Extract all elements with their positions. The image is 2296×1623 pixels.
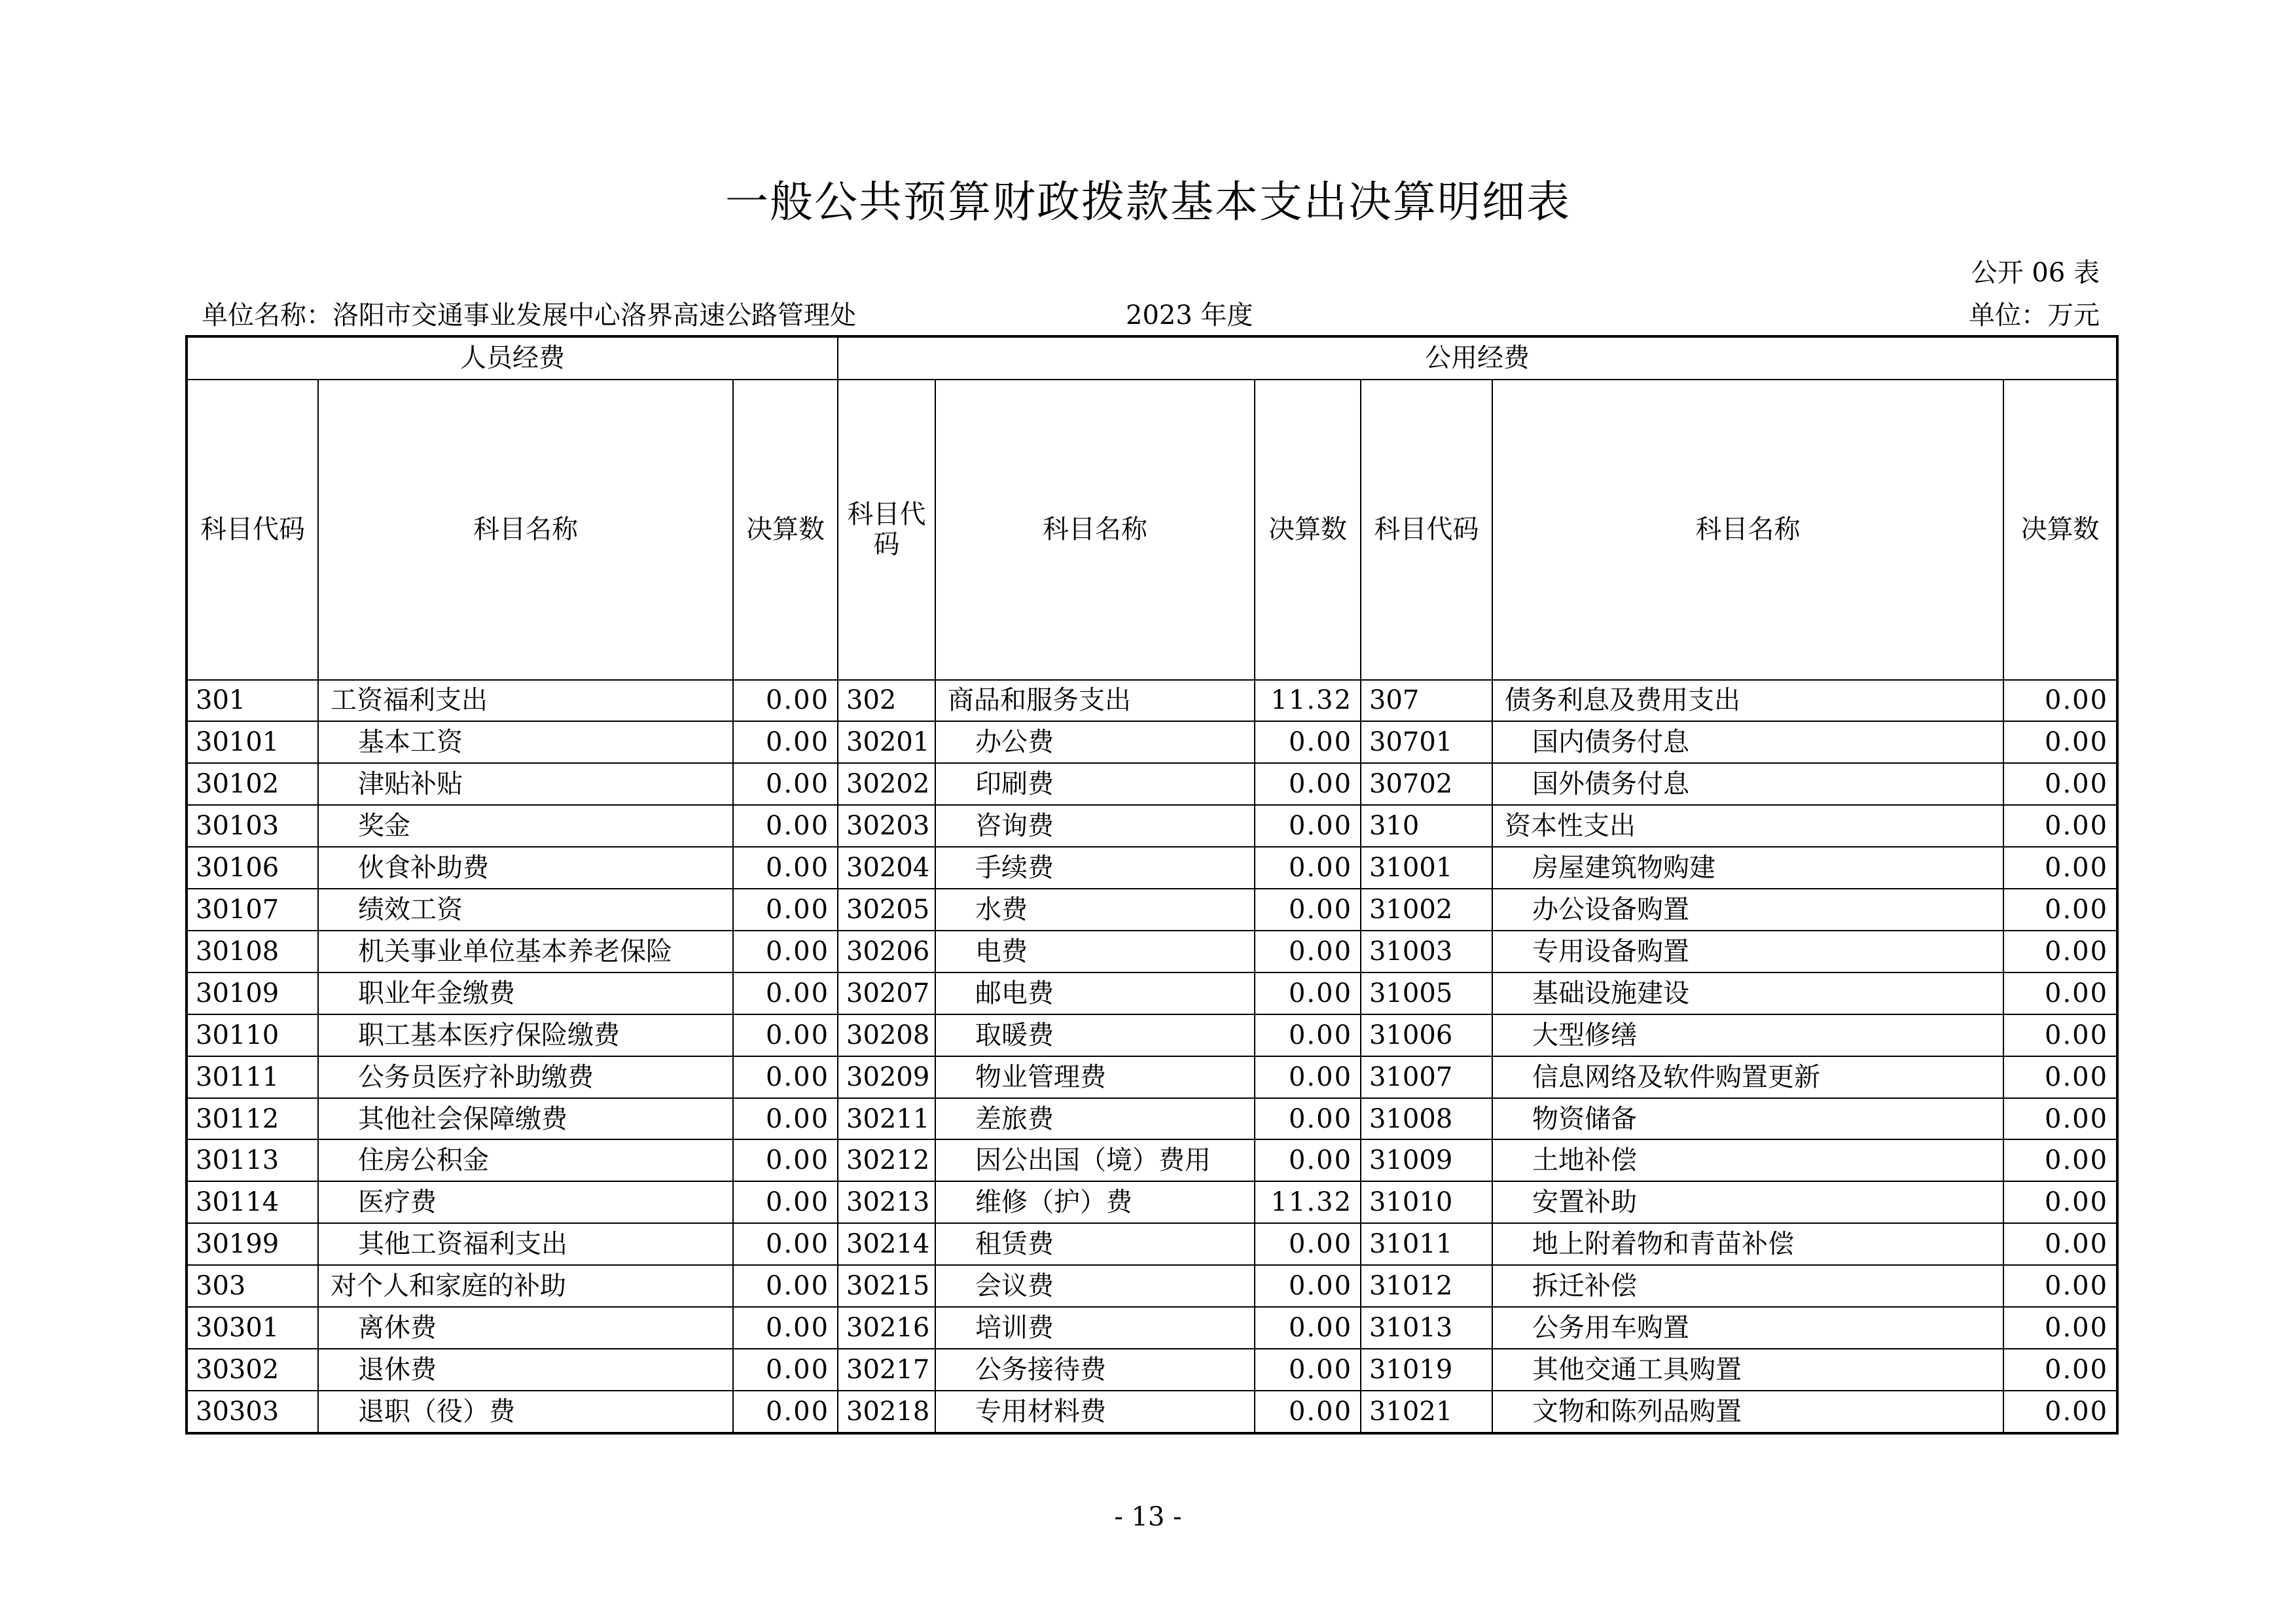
amount-cell: 0.00 [733,1056,838,1098]
amount-cell: 0.00 [1255,1223,1361,1265]
code-cell: 31011 [1361,1223,1492,1265]
name-cell: 资本性支出 [1492,805,2003,847]
name-cell: 信息网络及软件购置更新 [1492,1056,2003,1098]
amount-cell: 0.00 [733,680,838,722]
header-code: 科目代码 [838,380,935,680]
expenditure-table [185,335,2119,1435]
amount-cell: 0.00 [733,1181,838,1223]
table-row [187,1391,2117,1433]
name-cell: 医疗费 [318,1181,733,1223]
amount-cell: 0.00 [1255,1307,1361,1349]
amount-cell: 0.00 [733,1265,838,1307]
name-cell: 公务员医疗补助缴费 [318,1056,733,1098]
unit-name: 单位名称：洛阳市交通事业发展中心洛界高速公路管理处 [202,300,856,330]
code-cell: 30107 [187,889,318,931]
code-cell: 30113 [187,1139,318,1181]
code-cell: 30218 [838,1391,935,1433]
amount-cell: 0.00 [1255,972,1361,1014]
code-cell: 30206 [838,931,935,972]
name-cell: 其他交通工具购置 [1492,1349,2003,1391]
code-cell: 30214 [838,1223,935,1265]
code-cell: 30111 [187,1056,318,1098]
fiscal-year: 2023 年度 [1126,300,1253,330]
header-code: 科目代码 [187,380,318,680]
table-row [187,721,2117,763]
name-cell: 绩效工资 [318,889,733,931]
name-cell: 文物和陈列品购置 [1492,1391,2003,1433]
code-cell: 31019 [1361,1349,1492,1391]
code-cell: 307 [1361,680,1492,722]
amount-cell: 0.00 [733,1098,838,1140]
table-row [187,1307,2117,1349]
amount-cell: 0.00 [2003,1265,2117,1307]
code-cell: 31009 [1361,1139,1492,1181]
code-cell: 30101 [187,721,318,763]
name-cell: 维修（护）费 [935,1181,1255,1223]
amount-cell: 0.00 [2003,1139,2117,1181]
amount-cell: 0.00 [2003,1349,2117,1391]
amount-cell: 0.00 [1255,847,1361,889]
code-cell: 31010 [1361,1181,1492,1223]
name-cell: 商品和服务支出 [935,680,1255,722]
code-cell: 31001 [1361,847,1492,889]
name-cell: 退职（役）费 [318,1391,733,1433]
name-cell: 大型修缮 [1492,1014,2003,1056]
name-cell: 取暖费 [935,1014,1255,1056]
name-cell: 物资储备 [1492,1098,2003,1140]
header-amount: 决算数 [1255,380,1361,680]
amount-cell: 0.00 [733,1391,838,1433]
amount-cell: 0.00 [2003,972,2117,1014]
header-amount: 决算数 [733,380,838,680]
amount-cell: 0.00 [2003,1391,2117,1433]
code-cell: 31021 [1361,1391,1492,1433]
code-cell: 303 [187,1265,318,1307]
name-cell: 差旅费 [935,1098,1255,1140]
code-cell: 31005 [1361,972,1492,1014]
code-cell: 30202 [838,763,935,805]
amount-cell: 0.00 [2003,763,2117,805]
code-cell: 30102 [187,763,318,805]
name-cell: 机关事业单位基本养老保险 [318,931,733,972]
code-cell: 30209 [838,1056,935,1098]
amount-cell: 0.00 [733,847,838,889]
name-cell: 奖金 [318,805,733,847]
code-cell: 31013 [1361,1307,1492,1349]
code-cell: 30215 [838,1265,935,1307]
name-cell: 国内债务付息 [1492,721,2003,763]
section-header-row [187,336,2117,380]
amount-cell: 0.00 [2003,680,2117,722]
code-cell: 30216 [838,1307,935,1349]
name-cell: 津贴补贴 [318,763,733,805]
name-cell: 其他社会保障缴费 [318,1098,733,1140]
name-cell: 房屋建筑物购建 [1492,847,2003,889]
amount-cell: 0.00 [2003,847,2117,889]
amount-cell: 0.00 [733,721,838,763]
table-row [187,1056,2117,1098]
code-cell: 30207 [838,972,935,1014]
amount-cell: 0.00 [1255,1056,1361,1098]
amount-cell: 0.00 [733,889,838,931]
code-cell: 30208 [838,1014,935,1056]
code-cell: 30301 [187,1307,318,1349]
name-cell: 住房公积金 [318,1139,733,1181]
amount-cell: 0.00 [1255,1391,1361,1433]
code-cell: 30211 [838,1098,935,1140]
amount-cell: 0.00 [733,931,838,972]
name-cell: 电费 [935,931,1255,972]
code-cell: 30103 [187,805,318,847]
amount-cell: 0.00 [1255,721,1361,763]
header-name: 科目名称 [1492,380,2003,680]
code-cell: 30201 [838,721,935,763]
name-cell: 培训费 [935,1307,1255,1349]
name-cell: 职工基本医疗保险缴费 [318,1014,733,1056]
amount-cell: 0.00 [1255,763,1361,805]
name-cell: 专用设备购置 [1492,931,2003,972]
table-row [187,889,2117,931]
table-row [187,805,2117,847]
name-cell: 拆迁补偿 [1492,1265,2003,1307]
name-cell: 咨询费 [935,805,1255,847]
header-amount: 决算数 [2003,380,2117,680]
code-cell: 30112 [187,1098,318,1140]
name-cell: 职业年金缴费 [318,972,733,1014]
amount-cell: 0.00 [733,1223,838,1265]
amount-cell: 0.00 [2003,721,2117,763]
amount-cell: 0.00 [733,1139,838,1181]
code-cell: 30303 [187,1391,318,1433]
name-cell: 其他工资福利支出 [318,1223,733,1265]
amount-cell: 0.00 [2003,889,2117,931]
name-cell: 伙食补助费 [318,847,733,889]
table-row [187,1139,2117,1181]
code-cell: 30203 [838,805,935,847]
amount-cell: 0.00 [1255,1098,1361,1140]
code-cell: 30109 [187,972,318,1014]
amount-cell: 0.00 [1255,1014,1361,1056]
code-cell: 31007 [1361,1056,1492,1098]
code-cell: 31002 [1361,889,1492,931]
amount-cell: 0.00 [733,1349,838,1391]
name-cell: 专用材料费 [935,1391,1255,1433]
name-cell: 印刷费 [935,763,1255,805]
name-cell: 办公设备购置 [1492,889,2003,931]
code-cell: 301 [187,680,318,722]
amount-cell: 0.00 [1255,805,1361,847]
header-name: 科目名称 [318,380,733,680]
amount-cell: 0.00 [1255,1349,1361,1391]
amount-cell: 0.00 [2003,1181,2117,1223]
page-title: 一般公共预算财政拨款基本支出决算明细表 [725,177,1571,227]
amount-cell: 0.00 [733,1307,838,1349]
name-cell: 办公费 [935,721,1255,763]
name-cell: 公务接待费 [935,1349,1255,1391]
table-row [187,1098,2117,1140]
amount-cell: 0.00 [733,763,838,805]
header-name: 科目名称 [935,380,1255,680]
table-row [187,1265,2117,1307]
code-cell: 30199 [187,1223,318,1265]
name-cell: 对个人和家庭的补助 [318,1265,733,1307]
code-cell: 30114 [187,1181,318,1223]
amount-cell: 0.00 [733,805,838,847]
amount-cell: 0.00 [1255,1265,1361,1307]
name-cell: 水费 [935,889,1255,931]
code-cell: 302 [838,680,935,722]
name-cell: 会议费 [935,1265,1255,1307]
amount-cell: 11.32 [1255,680,1361,722]
table-row [187,763,2117,805]
code-cell: 31006 [1361,1014,1492,1056]
name-cell: 土地补偿 [1492,1139,2003,1181]
amount-cell: 0.00 [1255,1139,1361,1181]
amount-cell: 0.00 [2003,1223,2117,1265]
amount-cell: 0.00 [1255,889,1361,931]
table-row [187,680,2117,722]
amount-cell: 0.00 [2003,1014,2117,1056]
code-cell: 30108 [187,931,318,972]
name-cell: 安置补助 [1492,1181,2003,1223]
name-cell: 手续费 [935,847,1255,889]
code-cell: 30217 [838,1349,935,1391]
table-row [187,1014,2117,1056]
amount-cell: 0.00 [2003,1307,2117,1349]
table-row [187,972,2117,1014]
page-number: - 13 - [1114,1502,1182,1532]
form-number: 公开 06 表 [1971,258,2100,288]
name-cell: 离休费 [318,1307,733,1349]
table-row [187,1223,2117,1265]
name-cell: 债务利息及费用支出 [1492,680,2003,722]
code-cell: 30302 [187,1349,318,1391]
code-cell: 31008 [1361,1098,1492,1140]
code-cell: 30212 [838,1139,935,1181]
code-cell: 30213 [838,1181,935,1223]
name-cell: 地上附着物和青苗补偿 [1492,1223,2003,1265]
code-cell: 30205 [838,889,935,931]
name-cell: 退休费 [318,1349,733,1391]
table-row [187,847,2117,889]
column-header-row [187,380,2117,680]
amount-cell: 0.00 [733,1014,838,1056]
amount-cell: 0.00 [2003,1098,2117,1140]
code-cell: 31003 [1361,931,1492,972]
table-row [187,1181,2117,1223]
amount-cell: 0.00 [2003,1056,2117,1098]
name-cell: 因公出国（境）费用 [935,1139,1255,1181]
name-cell: 公务用车购置 [1492,1307,2003,1349]
name-cell: 工资福利支出 [318,680,733,722]
table-row [187,931,2117,972]
code-cell: 30701 [1361,721,1492,763]
currency-unit: 单位：万元 [1969,300,2100,330]
code-cell: 30702 [1361,763,1492,805]
table-row [187,1349,2117,1391]
name-cell: 租赁费 [935,1223,1255,1265]
name-cell: 基础设施建设 [1492,972,2003,1014]
section-public: 公用经费 [838,336,2117,380]
code-cell: 30110 [187,1014,318,1056]
amount-cell: 0.00 [733,972,838,1014]
name-cell: 邮电费 [935,972,1255,1014]
code-cell: 310 [1361,805,1492,847]
code-cell: 30204 [838,847,935,889]
section-personnel: 人员经费 [187,336,838,380]
amount-cell: 11.32 [1255,1181,1361,1223]
name-cell: 物业管理费 [935,1056,1255,1098]
code-cell: 31012 [1361,1265,1492,1307]
amount-cell: 0.00 [2003,931,2117,972]
name-cell: 国外债务付息 [1492,763,2003,805]
amount-cell: 0.00 [1255,931,1361,972]
name-cell: 基本工资 [318,721,733,763]
amount-cell: 0.00 [2003,805,2117,847]
header-code: 科目代码 [1361,380,1492,680]
code-cell: 30106 [187,847,318,889]
